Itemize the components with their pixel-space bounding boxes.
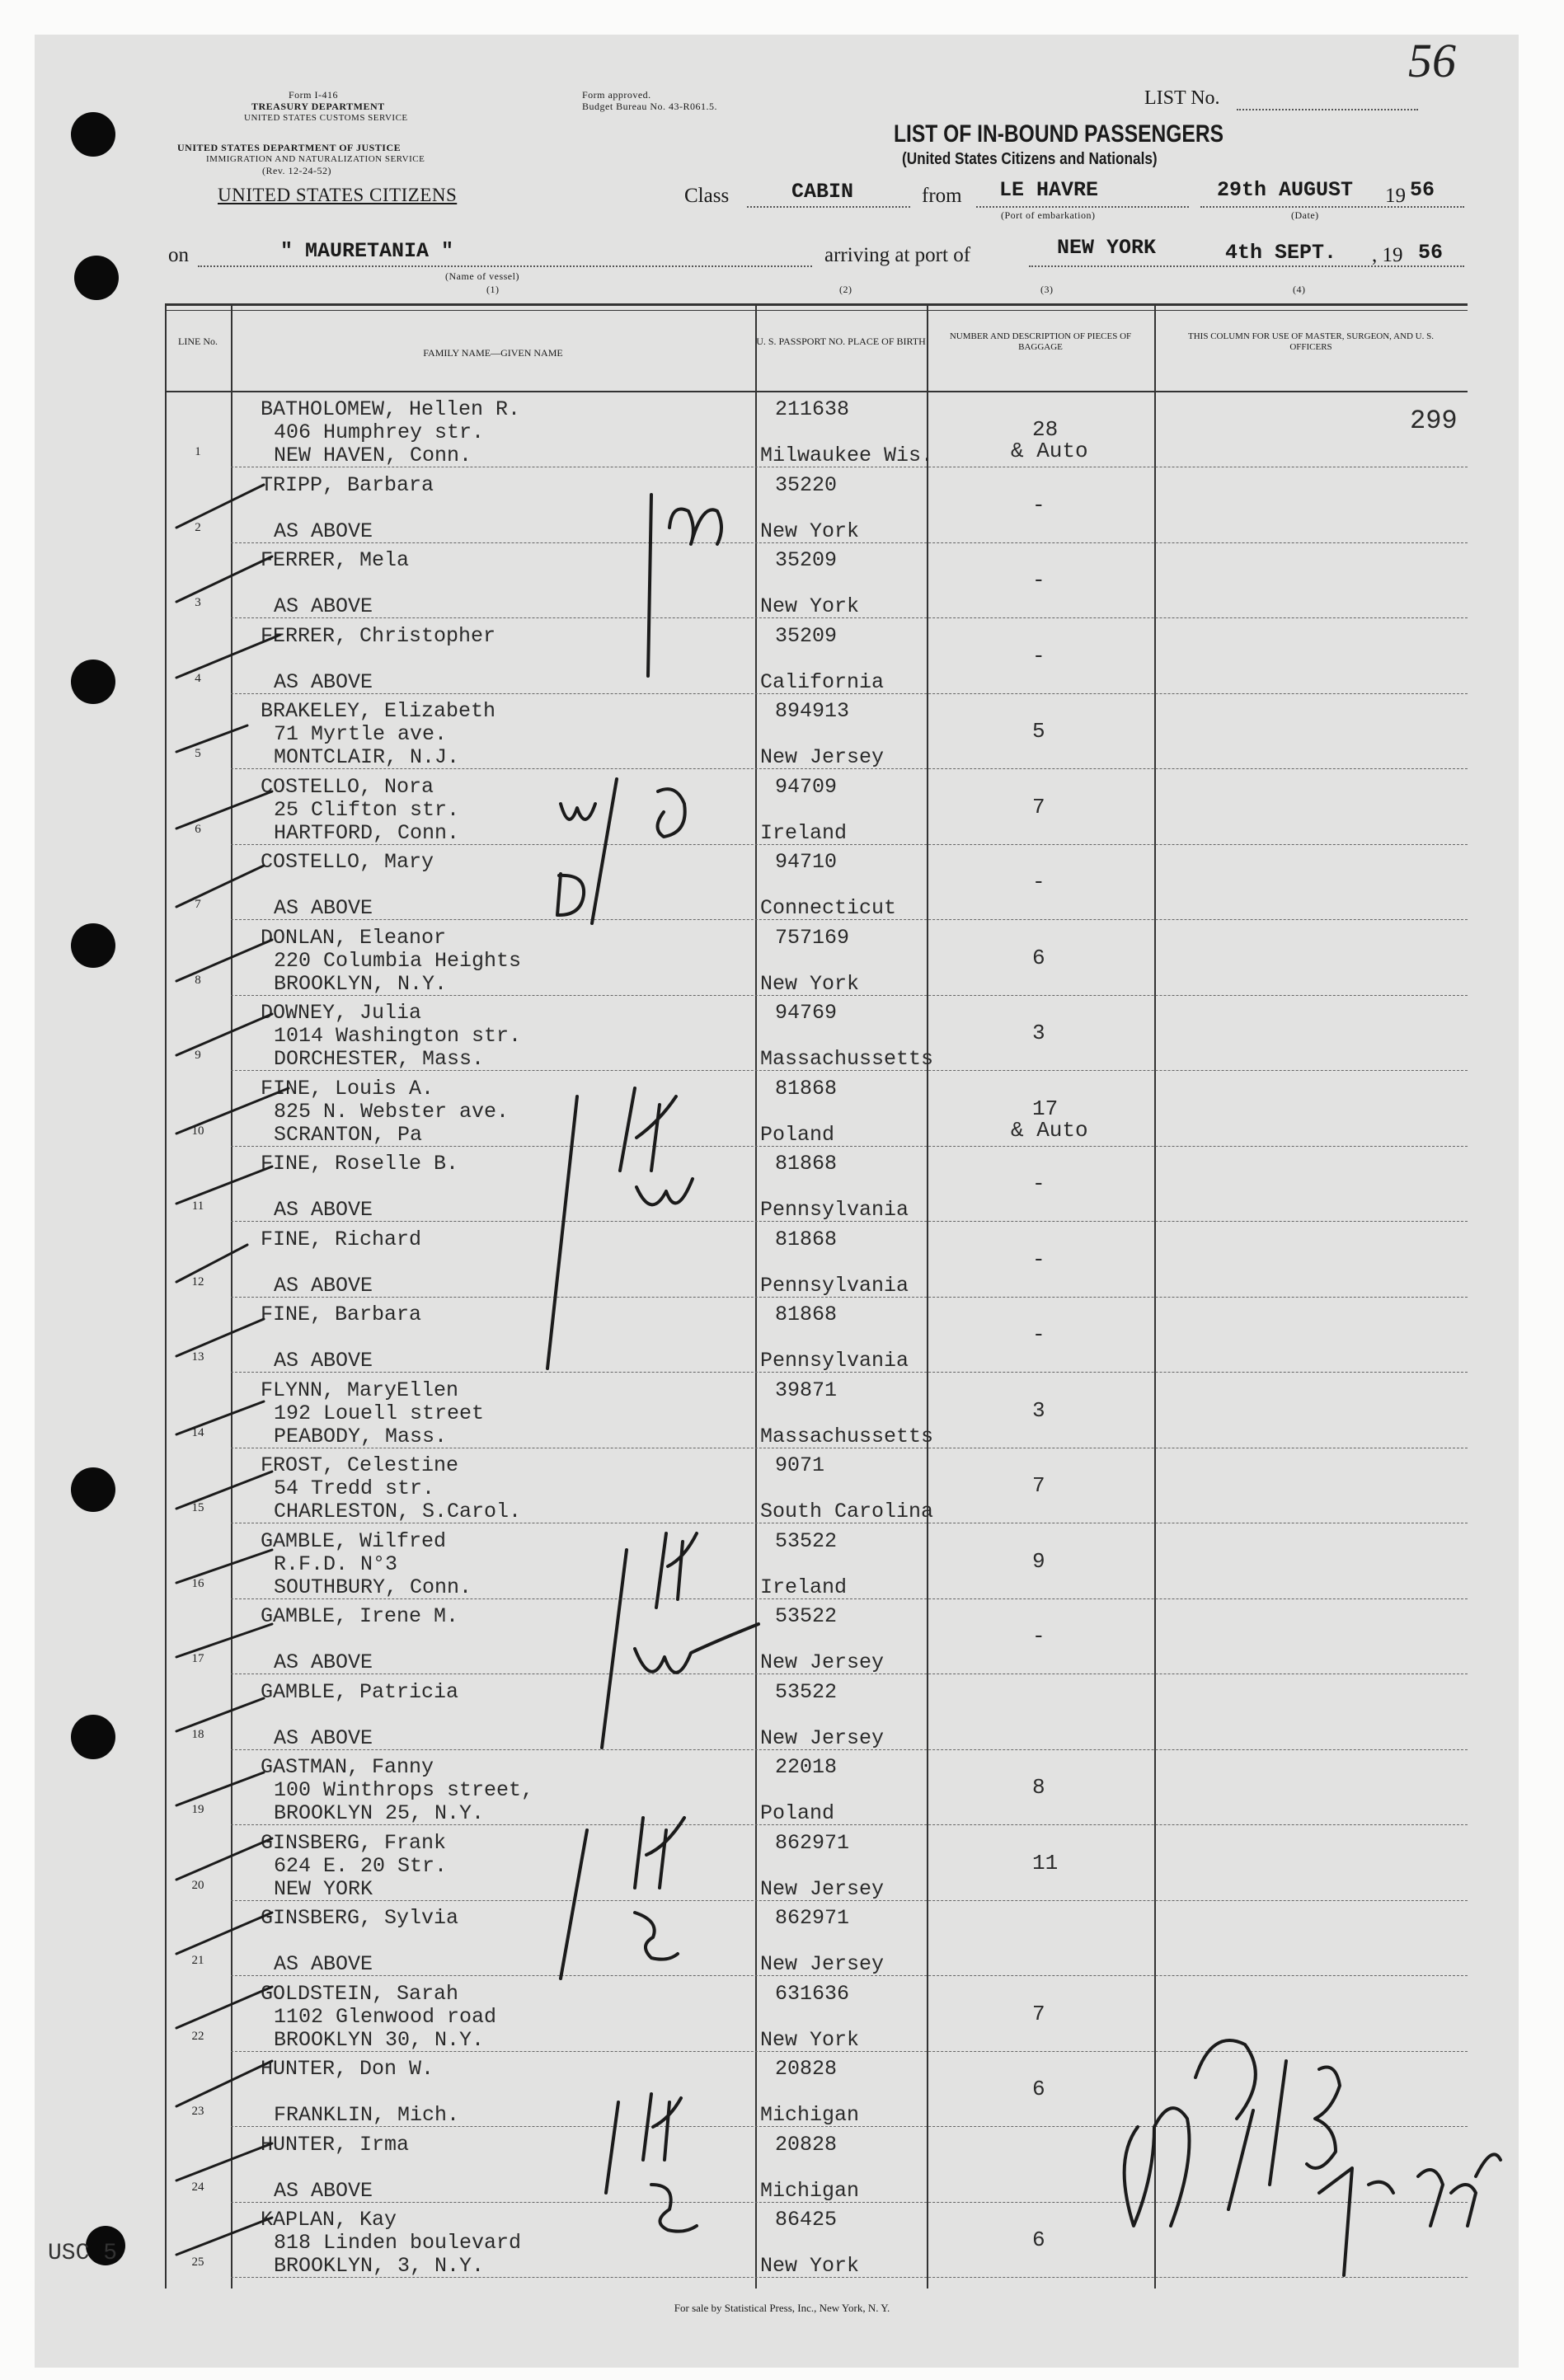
line-number: 3: [195, 596, 201, 609]
arriving-label: arriving at port of: [824, 244, 971, 266]
baggage-count: -: [1032, 1322, 1045, 1347]
passenger-name: GINSBERG, Sylvia: [261, 1906, 459, 1930]
passenger-name: COSTELLO, Nora: [261, 774, 434, 799]
handwriting-stroke: [651, 2185, 697, 2232]
col1-caption: (1): [486, 284, 500, 295]
line-number: 14: [191, 1425, 204, 1439]
handwriting-stroke: [606, 2102, 618, 2193]
place-of-birth: New Jersey: [760, 1952, 885, 1976]
form-number: Form I-416: [289, 89, 338, 101]
ins-label: IMMIGRATION AND NATURALIZATION SERVICE: [206, 154, 425, 164]
passenger-name: BRAKELEY, Elizabeth: [261, 699, 496, 723]
address-line-2: PEABODY, Mass.: [274, 1424, 448, 1448]
passport-number: 81868: [775, 1076, 838, 1101]
address-line-2: AS ABOVE: [274, 669, 373, 694]
baggage-count: -: [1032, 568, 1045, 593]
passport-number: 53522: [775, 1679, 838, 1704]
col3-caption: (3): [1040, 284, 1054, 295]
place-of-birth: Ireland: [760, 1575, 848, 1599]
line-number: 24: [191, 2180, 204, 2194]
place-of-birth: Massachussetts: [760, 1424, 934, 1448]
address-line-1: 1102 Glenwood road: [274, 2004, 497, 2029]
place-of-birth: Ireland: [760, 820, 848, 845]
passenger-name: HUNTER, Don W.: [261, 2057, 434, 2081]
address-line-2: AS ABOVE: [274, 1273, 373, 1298]
line-number: 11: [191, 1199, 204, 1213]
from-caption: (Port of embarkation): [1001, 209, 1096, 221]
passenger-name: DONLAN, Eleanor: [261, 925, 447, 950]
handwriting-stroke: [658, 789, 685, 837]
place-of-birth: California: [760, 669, 885, 694]
handwriting-stroke: [1125, 2108, 1190, 2226]
handwriting-stroke: [557, 874, 584, 915]
passport-number: 81868: [775, 1152, 838, 1176]
passport-number: 211638: [775, 397, 850, 421]
handwriting-stroke: [561, 1830, 587, 1979]
line-number: 9: [195, 1049, 201, 1062]
baggage-count: 7: [1032, 1473, 1045, 1498]
handwriting-stroke: [635, 1818, 684, 1888]
baggage-column-header: NUMBER AND DESCRIPTION OF PIECES OF BAGGAGE: [949, 331, 1132, 352]
passenger-name: COSTELLO, Mary: [261, 850, 434, 874]
passport-number: 81868: [775, 1227, 838, 1251]
year-prefix: 19: [1385, 185, 1406, 207]
place-of-birth: New Jersey: [760, 745, 885, 769]
line-number: 10: [191, 1124, 204, 1138]
line-number: 7: [195, 898, 201, 911]
handwriting-stroke: [602, 1550, 627, 1748]
passport-number: 94709: [775, 774, 838, 799]
passenger-name: FERRER, Christopher: [261, 623, 496, 648]
date-caption: (Date): [1291, 209, 1319, 221]
place-of-birth: Poland: [760, 1801, 835, 1825]
place-of-birth: Poland: [760, 1122, 835, 1147]
passport-number: 9071: [775, 1453, 825, 1477]
passport-number: 53522: [775, 1528, 838, 1553]
handwriting-stroke: [656, 1533, 697, 1608]
list-subtitle: (United States Citizens and Nationals): [902, 150, 1158, 168]
passport-number: 20828: [775, 2057, 838, 2081]
list-no-value: 56: [1408, 34, 1456, 87]
handwriting-stroke: [1195, 2040, 1256, 2119]
baggage-extra: & Auto: [1011, 439, 1088, 463]
arrival-year-prefix: , 19: [1372, 244, 1403, 266]
address-line-1: 220 Columbia Heights: [274, 948, 522, 973]
margin-note: USC 5: [48, 2241, 118, 2266]
place-of-birth: Michigan: [760, 2103, 860, 2127]
handwriting-stroke: [620, 1088, 676, 1171]
line-number: 5: [195, 747, 201, 760]
row-check-marks: [176, 485, 289, 2255]
passport-number: 20828: [775, 2132, 838, 2157]
from-value: LE HAVRE: [999, 178, 1099, 202]
baggage-count: 6: [1032, 2227, 1045, 2252]
baggage-count: 5: [1032, 719, 1045, 744]
on-label: on: [168, 244, 189, 266]
justice-label: UNITED STATES DEPARTMENT OF JUSTICE: [177, 142, 402, 153]
baggage-count: -: [1032, 870, 1045, 894]
year-value: 56: [1410, 178, 1435, 202]
list-no-label: LIST No.: [1144, 87, 1220, 109]
baggage-count: 17: [1032, 1096, 1059, 1121]
address-line-2: AS ABOVE: [274, 1952, 373, 1976]
form-approved: Form approved.: [582, 89, 651, 101]
line-number: 13: [191, 1350, 204, 1364]
address-line-2: FRANKLIN, Mich.: [274, 2103, 460, 2127]
address-line-1: 192 Louell street: [274, 1401, 485, 1425]
baggage-count: -: [1032, 1624, 1045, 1649]
citizens-label: UNITED STATES CITIZENS: [218, 185, 458, 205]
handwriting-stroke: [635, 1913, 678, 1960]
handwriting-stroke: [561, 804, 595, 819]
passenger-name: FINE, Richard: [261, 1227, 422, 1251]
place-of-birth: Pennsylvania: [760, 1349, 909, 1373]
list-title: LIST OF IN-BOUND PASSENGERS: [894, 120, 1224, 148]
line-number: 18: [191, 1727, 204, 1741]
passport-number: 39871: [775, 1378, 838, 1402]
baggage-count: 11: [1032, 1850, 1059, 1875]
place-of-birth: Milwaukee Wis.: [760, 444, 934, 467]
place-of-birth: Massachussetts: [760, 1047, 934, 1071]
line-number: 20: [191, 1878, 204, 1892]
line-number: 22: [191, 2029, 204, 2043]
line-number: 1: [195, 445, 201, 458]
line-number: 25: [191, 2256, 204, 2269]
place-of-birth: New York: [760, 2254, 860, 2278]
address-line-1: 406 Humphrey str.: [274, 420, 485, 444]
passenger-name: DOWNEY, Julia: [261, 1001, 422, 1025]
baggage-count: 7: [1032, 2001, 1045, 2026]
passport-number: 862971: [775, 1830, 850, 1855]
passport-number: 35209: [775, 623, 838, 648]
baggage-count: 9: [1032, 1548, 1045, 1574]
address-line-1: 1014 Washington str.: [274, 1024, 522, 1048]
port-value: NEW YORK: [1057, 236, 1157, 260]
vessel-name: " MAURETANIA ": [280, 239, 454, 263]
passport-number: 94769: [775, 1001, 838, 1025]
place-of-birth: Pennsylvania: [760, 1273, 909, 1298]
address-line-2: NEW YORK: [274, 1876, 373, 1901]
address-line-1: 818 Linden boulevard: [274, 2231, 522, 2255]
line-number: 16: [191, 1576, 204, 1590]
passport-number: 94710: [775, 850, 838, 874]
address-line-2: AS ABOVE: [274, 1650, 373, 1674]
passport-number: 35209: [775, 548, 838, 572]
place-of-birth: Pennsylvania: [760, 1198, 909, 1222]
passport-number: 862971: [775, 1906, 850, 1930]
customs-label: UNITED STATES CUSTOMS SERVICE: [244, 113, 408, 123]
passport-number: 53522: [775, 1604, 838, 1628]
address-line-2: SOUTHBURY, Conn.: [274, 1575, 472, 1599]
passenger-name: GAMBLE, Irene M.: [261, 1604, 459, 1628]
place-of-birth: New Jersey: [760, 1876, 885, 1901]
passenger-name: KAPLAN, Kay: [261, 2208, 397, 2232]
address-line-1: 825 N. Webster ave.: [274, 1099, 510, 1124]
passenger-name: HUNTER, Irma: [261, 2132, 410, 2157]
address-line-1: 71 Myrtle ave.: [274, 722, 448, 746]
handwriting-stroke: [643, 2094, 681, 2160]
place-of-birth: New York: [760, 594, 860, 618]
address-line-2: BROOKLYN 25, N.Y.: [274, 1801, 485, 1825]
address-line-2: AS ABOVE: [274, 2178, 373, 2203]
passenger-name: GASTMAN, Fanny: [261, 1755, 434, 1779]
date-value: 29th AUGUST: [1217, 178, 1354, 202]
arrival-date: 4th SEPT.: [1225, 241, 1337, 265]
passenger-name: FERRER, Mela: [261, 548, 410, 572]
address-line-2: HARTFORD, Conn.: [274, 820, 460, 845]
address-line-2: MONTCLAIR, N.J.: [274, 745, 460, 769]
passport-number: 22018: [775, 1755, 838, 1779]
budget-bureau: Budget Bureau No. 43-R061.5.: [582, 101, 717, 112]
col4-caption: (4): [1293, 284, 1306, 295]
baggage-count: 6: [1032, 945, 1045, 970]
line-number: 17: [191, 1652, 204, 1665]
handwriting-stroke: [1418, 2154, 1501, 2226]
place-of-birth: New York: [760, 971, 860, 996]
passenger-name: FINE, Roselle B.: [261, 1152, 459, 1176]
address-line-1: R.F.D. N°3: [274, 1551, 398, 1576]
class-label: Class: [684, 185, 730, 207]
place-of-birth: Michigan: [760, 2178, 860, 2203]
baggage-count: -: [1032, 1246, 1045, 1272]
line-number: 23: [191, 2105, 204, 2118]
printer-footer: For sale by Statistical Press, Inc., New York, N. Y.: [674, 2302, 890, 2314]
baggage-count: 6: [1032, 2077, 1045, 2101]
name-column-header: FAMILY NAME—GIVEN NAME: [423, 347, 563, 359]
passenger-name: FINE, Barbara: [261, 1303, 422, 1326]
line-number: 2: [195, 520, 201, 534]
passport-number: 35220: [775, 472, 838, 497]
line-number: 15: [191, 1501, 204, 1514]
handwriting-stroke: [648, 495, 651, 676]
passport-number: 894913: [775, 699, 850, 723]
passport-number: 757169: [775, 925, 850, 950]
address-line-2: BROOKLYN, N.Y.: [274, 971, 448, 996]
baggage-count: -: [1032, 1171, 1045, 1196]
class-value: CABIN: [791, 180, 854, 204]
line-number: 21: [191, 1954, 204, 1967]
passenger-name: FINE, Louis A.: [261, 1076, 434, 1101]
baggage-extra: & Auto: [1011, 1117, 1088, 1143]
address-line-2: AS ABOVE: [274, 1349, 373, 1373]
address-line-2: DORCHESTER, Mass.: [274, 1047, 485, 1071]
address-line-2: CHARLESTON, S.Carol.: [274, 1500, 522, 1523]
address-line-2: AS ABOVE: [274, 896, 373, 920]
passport-column-header: U. S. PASSPORT NO. PLACE OF BIRTH: [756, 336, 926, 347]
handwriting-stroke: [636, 1179, 693, 1204]
passenger-name: FLYNN, MaryEllen: [261, 1378, 459, 1402]
place-of-birth: South Carolina: [760, 1500, 934, 1523]
line-number: 12: [191, 1274, 204, 1289]
handwriting-stroke: [669, 509, 721, 545]
passenger-name: GAMBLE, Patricia: [261, 1679, 459, 1704]
passport-number: 86425: [775, 2208, 838, 2232]
handwriting-stroke: [1319, 2168, 1393, 2275]
address-line-1: 624 E. 20 Str.: [274, 1853, 448, 1878]
baggage-count: 3: [1032, 1397, 1045, 1423]
place-of-birth: New York: [760, 2027, 860, 2052]
handwriting-stroke: [635, 1624, 759, 1673]
baggage-count: -: [1032, 643, 1045, 669]
address-line-2: AS ABOVE: [274, 519, 373, 543]
baggage-count: 3: [1032, 1021, 1045, 1045]
passport-number: 81868: [775, 1303, 838, 1326]
address-line-2: SCRANTON, Pa: [274, 1122, 423, 1147]
baggage-count: 7: [1032, 794, 1045, 819]
address-line-2: AS ABOVE: [274, 594, 373, 618]
place-of-birth: New York: [760, 519, 860, 543]
handwriting-stroke: [1228, 2061, 1286, 2209]
arrival-year: 56: [1418, 241, 1444, 265]
from-label: from: [922, 185, 962, 207]
revision-label: (Rev. 12-24-52): [262, 165, 332, 176]
address-line-2: BROOKLYN 30, N.Y.: [274, 2027, 485, 2052]
treasury-label: TREASURY DEPARTMENT: [251, 101, 385, 112]
passenger-name: GAMBLE, Wilfred: [261, 1528, 447, 1553]
vessel-caption: (Name of vessel): [445, 270, 519, 282]
line-number: 6: [195, 822, 201, 836]
passenger-name: BATHOLOMEW, Hellen R.: [261, 397, 521, 421]
place-of-birth: Connecticut: [760, 896, 897, 920]
address-line-1: 54 Tredd str.: [274, 1476, 435, 1500]
line-number: 19: [191, 1803, 204, 1816]
passenger-name: GOLDSTEIN, Sarah: [261, 1981, 459, 2006]
address-line-1: 25 Clifton str.: [274, 797, 460, 822]
baggage-count: 8: [1032, 1775, 1045, 1800]
handwriting-stroke: [547, 1096, 577, 1368]
place-of-birth: New Jersey: [760, 1650, 885, 1674]
place-of-birth: New Jersey: [760, 1725, 885, 1750]
baggage-count: 28: [1032, 417, 1059, 442]
passport-number: 631636: [775, 1981, 850, 2006]
line-number: 8: [195, 973, 201, 987]
passenger-name: FROST, Celestine: [261, 1453, 459, 1477]
address-line-2: NEW HAVEN, Conn.: [274, 444, 472, 467]
passenger-name: TRIPP, Barbara: [261, 472, 434, 497]
passenger-name: GINSBERG, Frank: [261, 1830, 447, 1855]
handwriting-stroke: [592, 779, 617, 923]
address-line-2: AS ABOVE: [274, 1725, 373, 1750]
address-line-2: BROOKLYN, 3, N.Y.: [274, 2254, 485, 2278]
address-line-2: AS ABOVE: [274, 1198, 373, 1222]
line-number: 4: [195, 671, 201, 685]
handwriting-stroke: [1307, 2068, 1340, 2169]
line-column-header: LINE No.: [178, 336, 218, 347]
address-line-1: 100 Winthrops street,: [274, 1778, 534, 1802]
baggage-count: -: [1032, 492, 1045, 518]
col2-caption: (2): [839, 284, 852, 295]
officers-column-header: THIS COLUMN FOR USE OF MASTER, SURGEON, AND U. S. OFFICERS: [1188, 331, 1434, 352]
officer-note: 299: [1410, 406, 1458, 436]
